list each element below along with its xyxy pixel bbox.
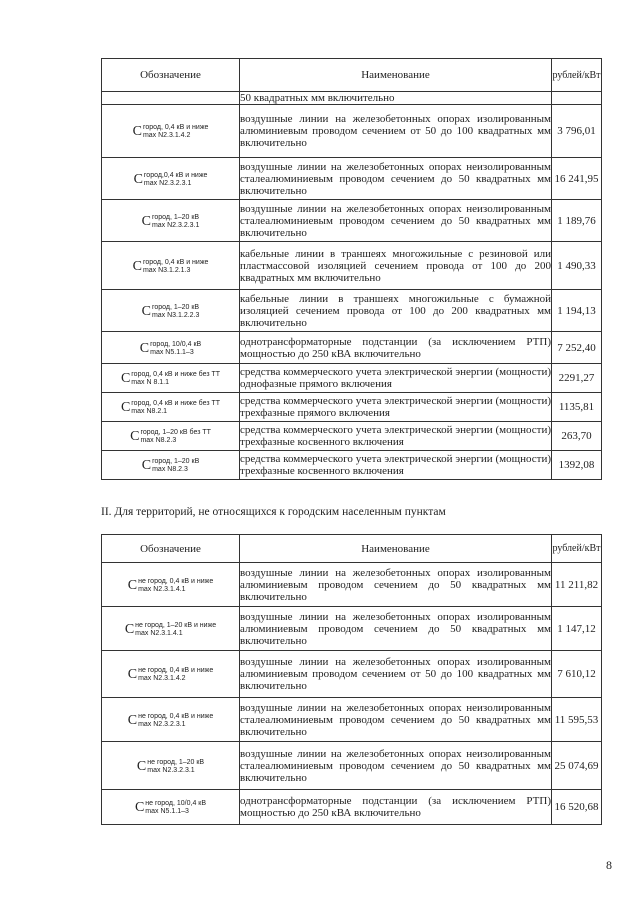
code-superscript: город, 0,4 кВ и ниже без ТТ — [131, 371, 221, 378]
code-subscript: max N 8.1.1 — [131, 379, 170, 386]
code-superscript: город, 10/0,4 кВ — [150, 340, 202, 348]
code-superscript: город, 1–20 кВ — [151, 303, 200, 311]
value-cell: 11 595,53 — [552, 698, 602, 742]
name-cell: воздушные линии на железобетонных опорах изолированным алюминиевым проводом сечением от 50 до 100 квадратных мм включительно — [240, 651, 552, 698]
table-row — [102, 242, 602, 290]
table-header-row — [102, 59, 602, 92]
code-subscript: max N2.3.1.4.2 — [142, 132, 191, 139]
header-name: Наименование — [240, 535, 552, 563]
code-subscript: max N8.2.3 — [152, 466, 188, 473]
value-cell: 263,70 — [552, 422, 602, 451]
code-superscript: город, 0,4 кВ и ниже без ТТ — [131, 400, 221, 407]
code-superscript: город, 0,4 кВ и ниже — [142, 124, 209, 131]
table-row — [102, 742, 602, 790]
code-cell: C город, 1–20 кВ max N8.2.3 — [102, 451, 240, 480]
code-cell: C город, 0,4 кВ и ниже max N2.3.1.4.2 — [102, 105, 240, 158]
code-subscript: max N2.3.2.3.1 — [147, 766, 195, 774]
table-row — [102, 105, 602, 158]
table-row — [102, 422, 602, 451]
code-subscript: max N2.3.1.4.1 — [138, 585, 186, 593]
tariff-table-city — [101, 58, 602, 480]
table-row — [102, 451, 602, 480]
header-unit: рублей/кВт — [552, 535, 602, 563]
value-cell: 2291,27 — [552, 364, 602, 393]
code-superscript: город,0,4 кВ и ниже — [143, 171, 208, 179]
code-superscript: не город, 0,4 кВ и ниже — [138, 712, 214, 720]
value-cell: 7 252,40 — [552, 332, 602, 364]
value-cell: 16 241,95 — [552, 158, 602, 200]
code-cell: C город, 10/0,4 кВ max N5.1.1–3 — [102, 332, 240, 364]
table-row — [102, 200, 602, 242]
code-subscript: max N2.3.2.3.1 — [143, 179, 192, 187]
name-cell: средства коммерческого учета электрической энергии (мощности) однофазные прямого включения — [240, 364, 552, 393]
tariff-table-non-city — [101, 534, 602, 825]
code-superscript: город, 1–20 кВ — [151, 213, 200, 221]
code-cell: C не город, 1–20 кВ max N2.3.2.3.1 — [102, 742, 240, 790]
code-cell: C город, 1–20 кВ без ТТ max N8.2.3 — [102, 422, 240, 451]
code-subscript: max N3.1.2.1.3 — [142, 266, 191, 274]
name-cell: воздушные линии на железобетонных опорах неизолированным сталеалюминиевым проводом сечением до 50 квадратных мм включительно — [240, 742, 552, 790]
value-cell: 1392,08 — [552, 451, 602, 480]
table-row — [102, 393, 602, 422]
code-cell: C город,0,4 кВ и ниже max N2.3.2.3.1 — [102, 158, 240, 200]
name-cell: воздушные линии на железобетонных опорах неизолированным сталеалюминиевым проводом сечением до 50 квадратных мм включительно — [240, 200, 552, 242]
code-superscript: город, 1–20 кВ без ТТ — [140, 429, 211, 436]
table-row — [102, 651, 602, 698]
code-subscript: max N3.1.2.2.3 — [151, 311, 200, 319]
table-row — [102, 607, 602, 651]
code-cell: C не город, 1–20 кВ и ниже max N2.3.1.4.1 — [102, 607, 240, 651]
code-superscript: не город, 0,4 кВ и ниже — [138, 667, 214, 674]
table-row — [102, 364, 602, 393]
code-cell: C не город, 0,4 кВ и ниже max N2.3.1.4.2 — [102, 651, 240, 698]
code-subscript: max N2.3.2.3.1 — [151, 221, 200, 229]
code-subscript: max N2.3.1.4.1 — [135, 629, 183, 637]
name-cell: кабельные линии в траншеях многожильные с бумажной изоляцией сечением провода от 100 до 200 квадратных мм включительно — [240, 290, 552, 332]
code-cell: C город, 0,4 кВ и ниже без ТТ max N8.2.1 — [102, 393, 240, 422]
code-cell: C не город, 0,4 кВ и ниже max N2.3.1.4.1 — [102, 563, 240, 607]
value-cell: 11 211,82 — [552, 563, 602, 607]
table-row-continuation — [102, 92, 602, 105]
value-cell: 16 520,68 — [552, 790, 602, 825]
header-unit: рублей/кВт — [552, 59, 602, 92]
name-cell: однотрансформаторные подстанции (за исключением РТП) мощностью до 250 кВА включительно — [240, 790, 552, 825]
value-cell: 1135,81 — [552, 393, 602, 422]
value-cell: 1 189,76 — [552, 200, 602, 242]
code-subscript: max N8.2.1 — [131, 408, 168, 415]
code-subscript: max N8.2.3 — [140, 437, 177, 444]
table-row — [102, 563, 602, 607]
page-number: 8 — [606, 858, 612, 872]
value-cell: 25 074,69 — [552, 742, 602, 790]
name-cell: 50 квадратных мм включительно — [240, 92, 552, 105]
header-name: Наименование — [240, 59, 552, 92]
code-superscript: не город, 10/0,4 кВ — [145, 800, 207, 807]
code-cell — [102, 92, 240, 105]
value-cell: 1 490,33 — [552, 242, 602, 290]
section-title: II. Для территорий, не относящихся к городским населенным пунктам — [101, 506, 446, 518]
name-cell: воздушные линии на железобетонных опорах неизолированным сталеалюминиевым проводом сечением до 50 квадратных мм включительно — [240, 698, 552, 742]
table-row — [102, 790, 602, 825]
table-row — [102, 698, 602, 742]
code-cell: C город, 0,4 кВ и ниже max N3.1.2.1.3 — [102, 242, 240, 290]
code-cell: C не город, 10/0,4 кВ max N5.1.1–3 — [102, 790, 240, 825]
code-superscript: город, 1–20 кВ — [152, 458, 200, 465]
name-cell: средства коммерческого учета электрической энергии (мощности) трехфазные косвенного включения — [240, 422, 552, 451]
name-cell: однотрансформаторные подстанции (за исключением РТП) мощностью до 250 кВА включительно — [240, 332, 552, 364]
header-code: Обозначение — [102, 59, 240, 92]
table-row — [102, 332, 602, 364]
name-cell: воздушные линии на железобетонных опорах неизолированным сталеалюминиевым проводом сечением до 50 квадратных мм включительно — [240, 158, 552, 200]
table-row — [102, 290, 602, 332]
table-row — [102, 158, 602, 200]
name-cell: воздушные линии на железобетонных опорах изолированным алюминиевым проводом сечением до 50 квадратных мм включительно — [240, 607, 552, 651]
code-cell: C город, 1–20 кВ max N3.1.2.2.3 — [102, 290, 240, 332]
value-cell: 3 796,01 — [552, 105, 602, 158]
header-code: Обозначение — [102, 535, 240, 563]
name-cell: воздушные линии на железобетонных опорах изолированным алюминиевым проводом сечением от 50 до 100 квадратных мм включительно — [240, 105, 552, 158]
name-cell: кабельные линии в траншеях многожильные с резиновой или пластмассовой изоляцией сечением провода от 100 до 200 квадратных мм включительно — [240, 242, 552, 290]
value-cell — [552, 92, 602, 105]
code-cell: C город, 0,4 кВ и ниже без ТТ max N 8.1.1 — [102, 364, 240, 393]
code-superscript: не город, 1–20 кВ и ниже — [135, 621, 217, 629]
value-cell: 1 194,13 — [552, 290, 602, 332]
value-cell: 1 147,12 — [552, 607, 602, 651]
code-subscript: max N5.1.1–3 — [150, 348, 194, 356]
code-cell: C город, 1–20 кВ max N2.3.2.3.1 — [102, 200, 240, 242]
name-cell: средства коммерческого учета электрической энергии (мощности) трехфазные косвенного включения — [240, 451, 552, 480]
name-cell: средства коммерческого учета электрической энергии (мощности) трехфазные прямого включения — [240, 393, 552, 422]
code-subscript: max N2.3.1.4.2 — [138, 675, 186, 682]
name-cell: воздушные линии на железобетонных опорах изолированным алюминиевым проводом сечением до 50 квадратных мм включительно — [240, 563, 552, 607]
code-subscript: max N5.1.1–3 — [145, 808, 189, 815]
code-superscript: город, 0,4 кВ и ниже — [142, 258, 209, 266]
table-header-row — [102, 535, 602, 563]
value-cell: 7 610,12 — [552, 651, 602, 698]
code-subscript: max N2.3.2.3.1 — [138, 720, 186, 728]
code-superscript: не город, 0,4 кВ и ниже — [138, 577, 214, 585]
code-superscript: не город, 1–20 кВ — [147, 758, 205, 766]
code-cell: C не город, 0,4 кВ и ниже max N2.3.2.3.1 — [102, 698, 240, 742]
